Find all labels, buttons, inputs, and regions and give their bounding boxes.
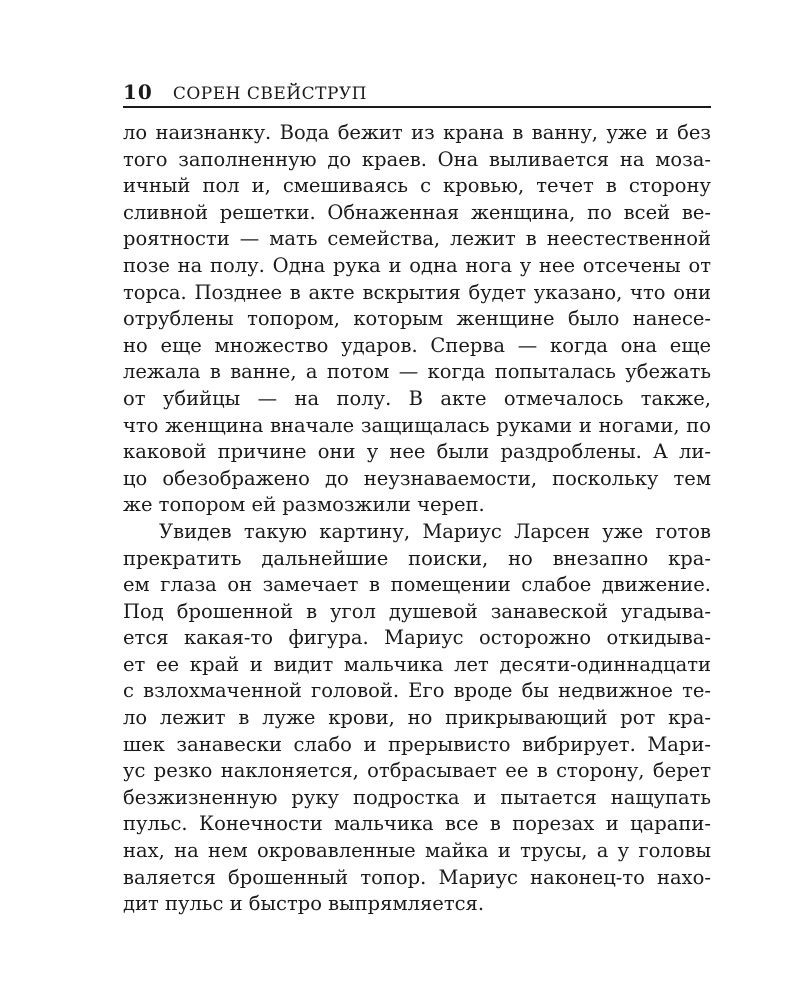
text-line: но еще множество ударов. Сперва — когда она еще	[123, 333, 711, 357]
text-line: пульс. Конечности мальчика все в порезах и царапи-	[123, 812, 711, 836]
text-line: валяется брошенный топор. Мариус наконец-то нахо-	[123, 865, 711, 889]
paragraph	[123, 120, 711, 519]
text-line: шек занавески слабо и прерывисто вибрирует. Мари-	[123, 732, 711, 756]
text-line: ет ее край и видит мальчика лет десяти-одиннадцати	[123, 652, 711, 676]
author-name: СОРЕН СВЕЙСТРУП	[172, 84, 367, 104]
text-line: позе на полу. Одна рука и одна нога у нее отсечены от	[123, 253, 711, 277]
text-line: же топором ей размозжили череп.	[123, 493, 485, 517]
text-line: сливной решетки. Обнаженная женщина, по всей ве-	[123, 200, 711, 224]
text-line: торса. Позднее в акте вскрытия будет указано, что они	[123, 280, 711, 304]
text-line: цо обезображено до неузнаваемости, поскольку тем	[123, 466, 711, 490]
book-page	[123, 80, 711, 918]
text-line: Под брошенной в угол душевой занавеской угадыва-	[123, 599, 711, 623]
text-line: прекратить дальнейшие поиски, но внезапно кра-	[123, 546, 711, 570]
text-line: ус резко наклоняется, отбрасывает ее в сторону, берет	[123, 759, 711, 783]
text-line: дит пульс и быстро выпрямляется.	[123, 892, 485, 916]
paragraph	[123, 519, 711, 918]
text-line: Увидев такую картину, Мариус Ларсен уже готов	[159, 519, 711, 543]
text-line: ется какая-то фигура. Мариус осторожно откидыва-	[123, 626, 711, 650]
text-line: отрублены топором, которым женщине было нанесе-	[123, 307, 711, 331]
text-line: ло лежит в луже крови, но прикрывающий рот кра-	[123, 706, 711, 730]
running-head	[123, 80, 711, 108]
text-line: от убийцы — на полу. В акте отмечалось также,	[123, 386, 711, 410]
text-line: ем глаза он замечает в помещении слабое движение.	[123, 573, 711, 597]
text-line: того заполненную до краев. Она выливается на моза-	[123, 147, 711, 171]
text-line: нах, на нем окровавленные майка и трусы, а у головы	[123, 839, 711, 863]
text-line: роятности — мать семейства, лежит в неестественной	[123, 227, 711, 251]
text-line: ичный пол и, смешиваясь с кровью, течет в сторону	[123, 174, 711, 198]
text-line: ло наизнанку. Вода бежит из крана в ванну, уже и без	[123, 121, 711, 144]
text-line: безжизненную руку подростка и пытается нащупать	[123, 785, 711, 809]
text-line: что женщина вначале защищалась руками и ногами, по	[123, 413, 711, 437]
text-line: с взлохмаченной головой. Его вроде бы недвижное те-	[123, 679, 711, 703]
body-text	[123, 120, 711, 918]
text-line: каковой причине они у нее были раздроблены. А ли-	[123, 440, 711, 464]
page-number: 10	[123, 80, 153, 104]
text-line: лежала в ванне, а потом — когда попыталась убежать	[123, 360, 711, 384]
